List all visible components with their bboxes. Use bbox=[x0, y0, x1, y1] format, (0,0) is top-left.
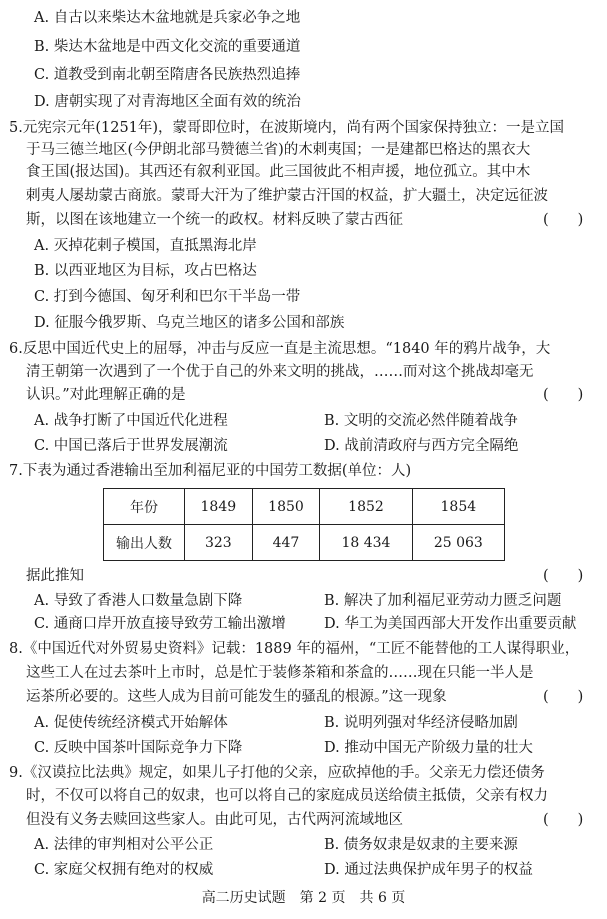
q6-stem-line-3: 认识。”对此理解正确的是 bbox=[26, 387, 186, 403]
table-cell-count: 18 434 bbox=[320, 525, 412, 561]
q6-option-c: C. 中国已落后于世界发展潮流 bbox=[34, 438, 228, 454]
table-cell-year: 1854 bbox=[412, 489, 504, 525]
q9-option-b: B. 债务奴隶是奴隶的主要来源 bbox=[324, 837, 518, 853]
q7-option-a: A. 导致了香港人口数量急剧下降 bbox=[34, 593, 243, 609]
q5-stem-line-1: 5.元宪宗元年(1251年)，蒙哥即位时，在波斯境内，尚有两个国家保持独立：一是立国 bbox=[9, 120, 565, 136]
table-row-counts bbox=[104, 525, 505, 561]
q5-stem-line-3: 食王国(报达国)。其西还有叙利亚国。此三国彼此不相声援，地位孤立。其中木 bbox=[26, 164, 531, 180]
table-cell-year: 1850 bbox=[252, 489, 320, 525]
q4-option-b: B. 柴达木盆地是中西文化交流的重要通道 bbox=[34, 39, 301, 55]
q8-answer-paren: ( ) bbox=[543, 689, 584, 705]
q9-stem-line-2: 时，不仅可以将自己的奴隶，也可以将自己的家庭成员送给债主抵债，父亲有权力 bbox=[26, 788, 548, 804]
table-cell-count: 25 063 bbox=[412, 525, 504, 561]
q8-option-d: D. 推动中国无产阶级力量的壮大 bbox=[324, 740, 533, 756]
labor-data-table bbox=[103, 488, 505, 561]
q9-option-a: A. 法律的审判相对公平公正 bbox=[34, 837, 214, 853]
q7-option-b: B. 解决了加利福尼亚劳动力匮乏问题 bbox=[324, 593, 562, 609]
q6-option-b: B. 文明的交流必然伴随着战争 bbox=[324, 413, 518, 429]
q7-option-d: D. 华工为美国西部大开发作出重要贡献 bbox=[324, 616, 577, 632]
q8-option-a: A. 促使传统经济模式开始解体 bbox=[34, 715, 228, 731]
q7-stem: 7.下表为通过香港输出至加利福尼亚的中国劳工数据(单位：人) bbox=[9, 463, 412, 479]
q6-option-a: A. 战争打断了中国近代化进程 bbox=[34, 413, 228, 429]
q8-option-b: B. 说明列强对华经济侵略加剧 bbox=[324, 715, 518, 731]
table-cell-year: 1852 bbox=[320, 489, 412, 525]
table-header-year: 年份 bbox=[104, 489, 185, 525]
q6-stem-line-1: 6.反思中国近代史上的屈辱，冲击与反应一直是主流思想。“1840 年的鸦片战争，大 bbox=[9, 341, 551, 357]
q6-stem-line-2: 清王朝第一次遇到了一个优于自己的外来文明的挑战，……而对这个挑战却毫无 bbox=[26, 364, 534, 380]
q5-stem-line-5: 斯，以图在该地建立一个统一的政权。材料反映了蒙古西征 bbox=[26, 212, 403, 228]
q4-option-d: D. 唐朝实现了对青海地区全面有效的统治 bbox=[34, 94, 301, 110]
q5-option-d: D. 征服今俄罗斯、乌克兰地区的诸多公国和部族 bbox=[34, 315, 345, 331]
q9-option-c: C. 家庭父权拥有绝对的权威 bbox=[34, 862, 214, 878]
q4-option-a: A. 自古以来柴达木盆地就是兵家必争之地 bbox=[34, 10, 301, 26]
table-cell-count: 323 bbox=[185, 525, 253, 561]
q5-stem-line-2: 于马三德兰地区(今伊朗北部马赞德兰省)的木剌夷国；一是建都巴格达的黑衣大 bbox=[26, 142, 531, 158]
q8-option-c: C. 反映中国茶叶国际竞争力下降 bbox=[34, 740, 243, 756]
q7-infer-text: 据此推知 bbox=[26, 568, 84, 584]
q4-option-c: C. 道教受到南北朝至隋唐各民族热烈追捧 bbox=[34, 67, 301, 83]
table-cell-year: 1849 bbox=[185, 489, 253, 525]
q8-stem-line-1: 8.《中国近代对外贸易史资料》记载：1889 年的福州，“工匠不能替他的工人谋得职业， bbox=[9, 641, 580, 657]
q5-option-b: B. 以西亚地区为目标，攻占巴格达 bbox=[34, 263, 257, 279]
q9-option-d: D. 通过法典保护成年男子的权益 bbox=[324, 862, 533, 878]
q7-answer-paren: ( ) bbox=[543, 568, 584, 584]
q6-answer-paren: ( ) bbox=[543, 387, 584, 403]
q7-option-c: C. 通商口岸开放直接导致劳工输出激增 bbox=[34, 616, 286, 632]
table-cell-count: 447 bbox=[252, 525, 320, 561]
table-row-years bbox=[104, 489, 505, 525]
table-header-count: 输出人数 bbox=[104, 525, 185, 561]
q9-stem-line-1: 9.《汉谟拉比法典》规定，如果儿子打他的父亲，应砍掉他的手。父亲无力偿还债务 bbox=[9, 765, 545, 781]
q5-stem-line-4: 剌夷人屡劫蒙古商旅。蒙哥大汗为了维护蒙古汗国的权益，扩大疆土，决定远征波 bbox=[26, 188, 548, 204]
q5-option-c: C. 打到今德国、匈牙利和巴尔干半岛一带 bbox=[34, 289, 301, 305]
page-footer: 高二历史试题 第 2 页 共 6 页 bbox=[201, 890, 406, 906]
q5-answer-paren: ( ) bbox=[543, 212, 584, 228]
q6-option-d: D. 战前清政府与西方完全隔绝 bbox=[324, 438, 519, 454]
q5-option-a: A. 灭掉花剌子模国，直抵黑海北岸 bbox=[34, 238, 257, 254]
q9-stem-line-3: 但没有义务去赎回这些家人。由此可见，古代两河流域地区 bbox=[26, 812, 403, 828]
q8-stem-line-3: 运茶所必要的。这些人成为目前可能发生的骚乱的根源。”这一现象 bbox=[26, 689, 447, 705]
q8-stem-line-2: 这些工人在过去茶叶上市时，总是忙于装修茶箱和茶盒的……现在只能一半人是 bbox=[26, 665, 534, 681]
q9-answer-paren: ( ) bbox=[543, 812, 584, 828]
